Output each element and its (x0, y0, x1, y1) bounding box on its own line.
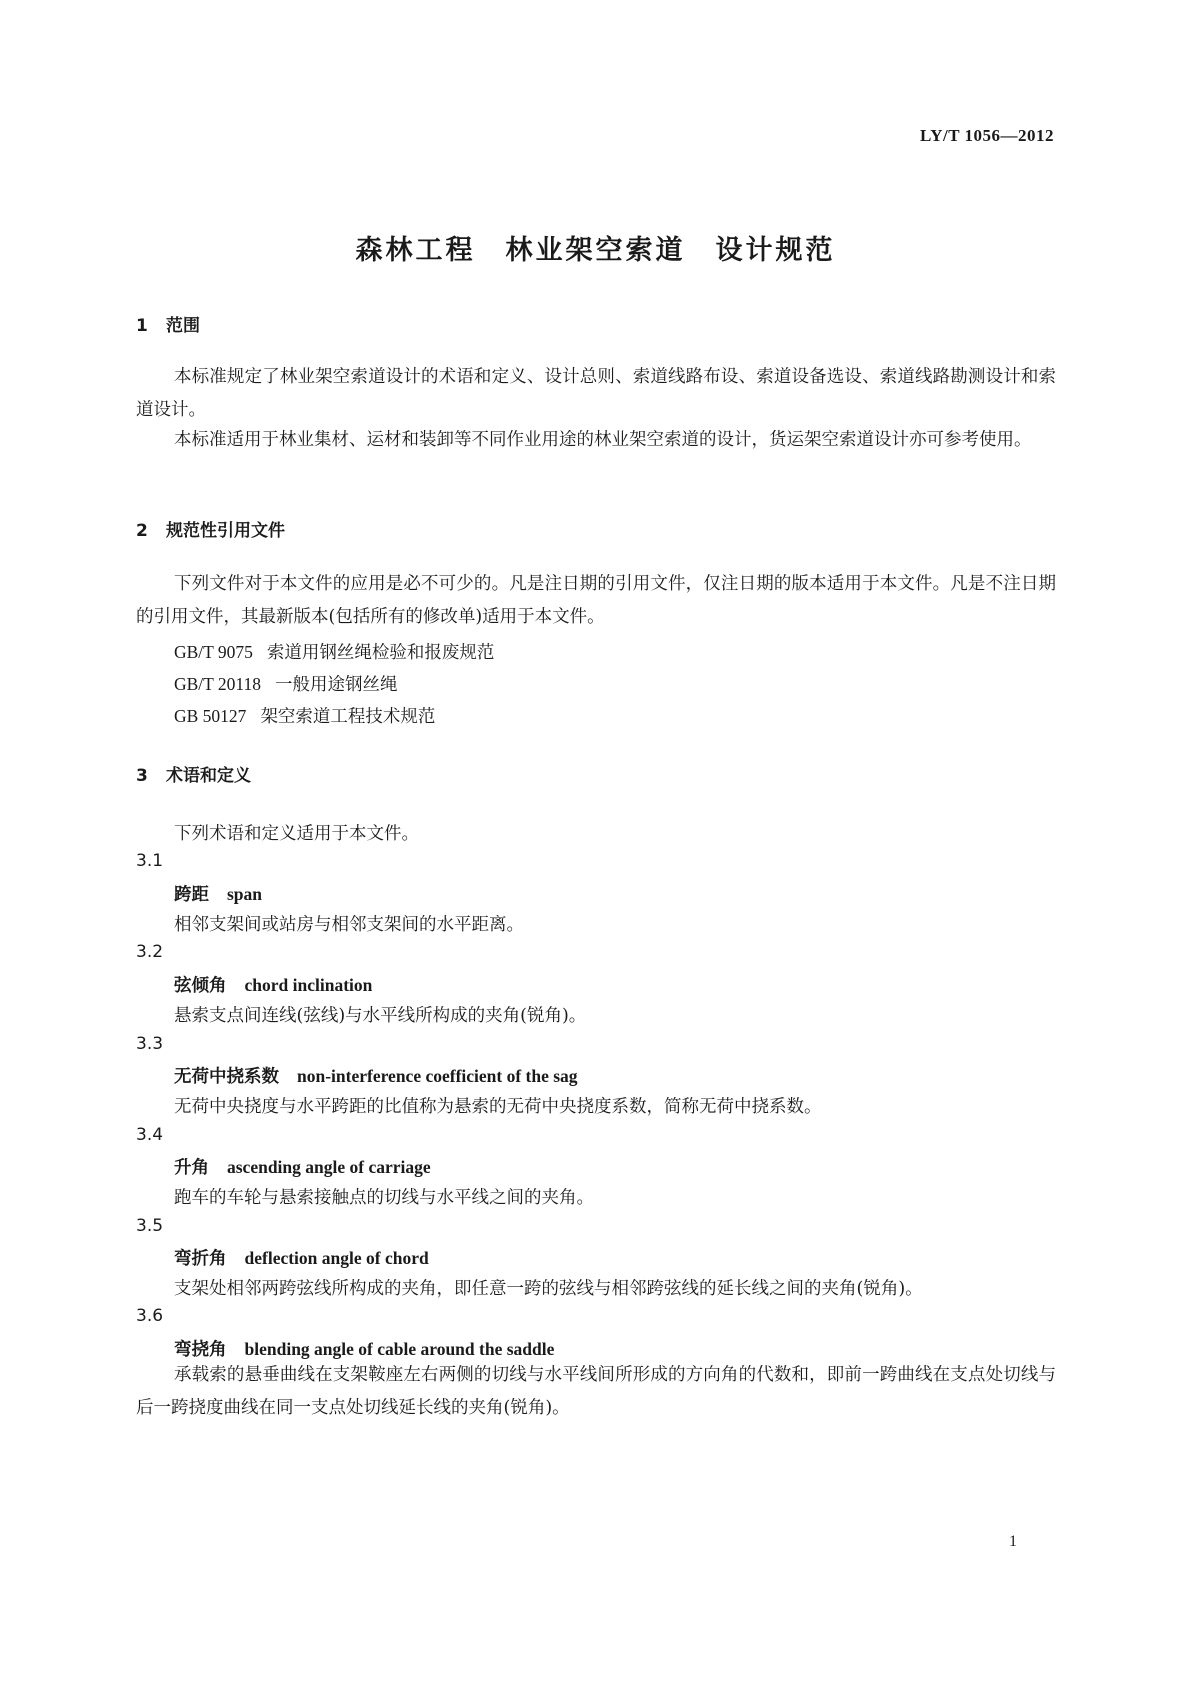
reference-code: GB/T 20118 (174, 674, 262, 694)
term-name-zh: 弯挠角 (174, 1340, 227, 1360)
term-name (174, 1154, 431, 1179)
reference-code: GB 50127 (174, 706, 247, 726)
term-name-zh: 升角 (174, 1158, 209, 1178)
term-name-en: chord inclination (244, 975, 373, 995)
reference-item (174, 671, 398, 696)
term-name (174, 1063, 578, 1088)
term-name-zh: 无荷中挠系数 (174, 1067, 279, 1087)
term-name-en: ascending angle of carriage (227, 1157, 431, 1177)
section-title: 术语和定义 (166, 766, 251, 786)
terms-intro: 下列术语和定义适用于本文件。 (174, 824, 419, 844)
term-name (174, 1336, 554, 1361)
reference-item (174, 639, 494, 664)
term-name (174, 972, 372, 997)
section-heading-scope (136, 311, 200, 336)
term-definition: 跑车的车轮与悬索接触点的切线与水平线之间的夹角。 (174, 1188, 594, 1208)
section-number: 3 (136, 766, 148, 786)
document-title: 森林工程 林业架空索道 设计规范 (355, 235, 836, 266)
references-intro: 下列文件对于本文件的应用是必不可少的。凡是注日期的引用文件，仅注日期的版本适用于本文件。凡是不注日期的引用文件，其最新版本(包括所有的修改单)适用于本文件。 (136, 574, 1056, 627)
reference-item (174, 703, 435, 728)
section-heading-references (136, 516, 285, 541)
section-title: 范围 (166, 316, 200, 336)
reference-name: 一般用途钢丝绳 (275, 675, 398, 695)
standard-number: LY/T 1056—2012 (919, 126, 1054, 145)
term-name (174, 881, 262, 906)
reference-name: 架空索道工程技术规范 (260, 707, 436, 727)
term-number: 3.6 (136, 1306, 164, 1326)
section-number: 1 (136, 316, 148, 336)
scope-paragraph-2: 本标准适用于林业集材、运材和装卸等不同作业用途的林业架空索道的设计，货运架空索道设计亦可参考使用。 (174, 430, 1032, 450)
term-definition: 相邻支架间或站房与相邻支架间的水平距离。 (174, 915, 524, 935)
term-number: 3.3 (136, 1034, 164, 1054)
term-number: 3.4 (136, 1125, 164, 1145)
term-name-en: blending angle of cable around the saddle (244, 1339, 555, 1359)
term-definition: 悬索支点间连线(弦线)与水平线所构成的夹角(锐角)。 (174, 1006, 587, 1026)
term-number: 3.5 (136, 1216, 164, 1236)
page-number: 1 (1009, 1533, 1017, 1550)
term-number: 3.1 (136, 851, 164, 871)
term-name-en: deflection angle of chord (244, 1248, 429, 1268)
term-name-zh: 弦倾角 (174, 976, 227, 996)
term-name-zh: 弯折角 (174, 1249, 227, 1269)
term-definition: 无荷中央挠度与水平跨距的比值称为悬索的无荷中央挠度系数，简称无荷中挠系数。 (174, 1097, 822, 1117)
section-title: 规范性引用文件 (166, 521, 285, 541)
reference-code: GB/T 9075 (174, 642, 253, 662)
section-heading-terms (136, 761, 251, 786)
term-definition: 承载索的悬垂曲线在支架鞍座左右两侧的切线与水平线间所形成的方向角的代数和，即前一跨曲线在支点处切线与后一跨挠度曲线在同一支点处切线延长线的夹角(锐角)。 (136, 1365, 1056, 1418)
term-name-en: non-interference coefficient of the sag (297, 1066, 578, 1086)
scope-paragraph-1: 本标准规定了林业架空索道设计的术语和定义、设计总则、索道线路布设、索道设备选设、索道线路勘测设计和索道设计。 (136, 367, 1056, 420)
term-name (174, 1245, 429, 1270)
term-definition: 支架处相邻两跨弦线所构成的夹角，即任意一跨的弦线与相邻跨弦线的延长线之间的夹角(锐角)。 (174, 1279, 923, 1299)
term-name-en: span (227, 884, 263, 904)
reference-name: 索道用钢丝绳检验和报废规范 (266, 643, 495, 663)
term-name-zh: 跨距 (174, 885, 209, 905)
term-number: 3.2 (136, 942, 164, 962)
section-number: 2 (136, 521, 148, 541)
